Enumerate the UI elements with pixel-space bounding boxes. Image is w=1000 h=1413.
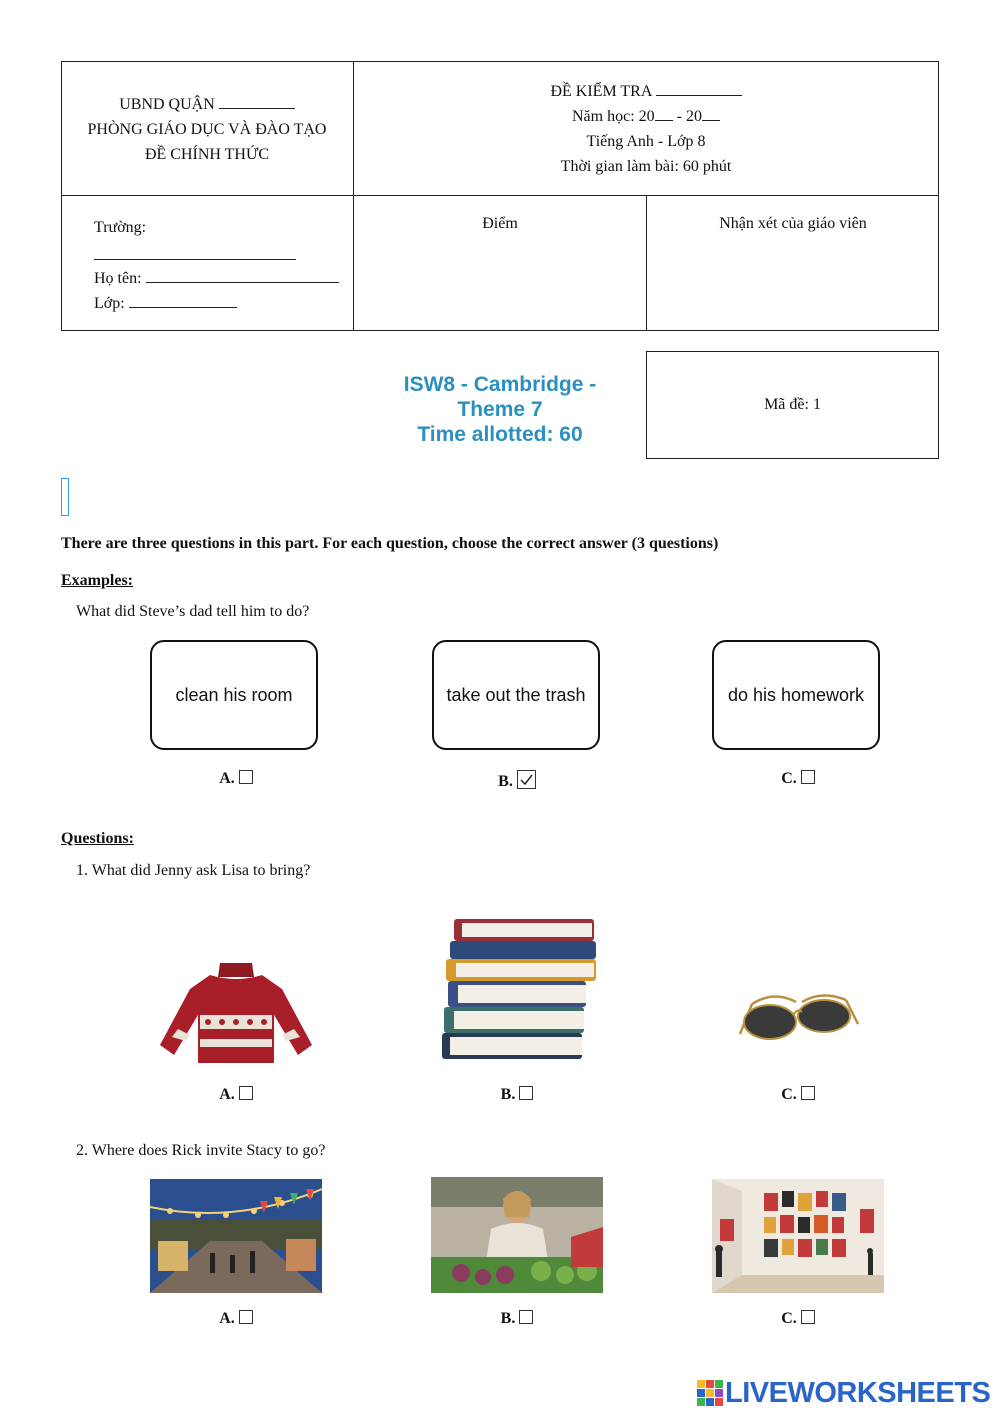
picture-art-gallery [712, 1179, 884, 1293]
example-question: What did Steve’s dad tell him to do? [76, 603, 310, 620]
school-label: Trường: [94, 219, 147, 236]
exam-info-block [354, 79, 938, 179]
exam-title: ĐỀ KIỂM TRA [550, 83, 652, 100]
liveworksheets-logo[interactable] [697, 1378, 990, 1408]
class-label: Lớp: [94, 295, 125, 312]
option-letter: A. [219, 1086, 235, 1103]
checkbox[interactable] [519, 1086, 533, 1100]
divider [61, 195, 939, 196]
checkbox[interactable] [801, 1310, 815, 1324]
department-label: PHÒNG GIÁO DỤC VÀ ĐÀO TẠO [87, 121, 327, 138]
picture-books [432, 915, 604, 1073]
example-option-a[interactable] [206, 770, 266, 788]
brand-name: LIVEWORKSHEETS [725, 1376, 991, 1409]
subject-label: Tiếng Anh - Lớp 8 [586, 133, 706, 150]
title-line-3: Time allotted: 60 [417, 423, 583, 446]
option-letter: C. [781, 1310, 797, 1327]
question-2-text: 2. Where does Rick invite Stacy to go? [76, 1142, 326, 1159]
score-label: Điểm [482, 215, 518, 232]
liveworksheets-cube-icon [697, 1380, 723, 1406]
example-option-c[interactable] [768, 770, 828, 788]
option-letter: B. [498, 773, 513, 790]
option-letter: A. [219, 770, 235, 787]
questions-heading: Questions: [61, 830, 134, 847]
checkbox[interactable] [519, 1310, 533, 1324]
name-row [94, 266, 339, 291]
worksheet-title [360, 372, 640, 447]
picture-night-market [150, 1179, 322, 1293]
example-card-a: clean his room [150, 640, 318, 750]
official-label: ĐỀ CHÍNH THỨC [144, 146, 270, 163]
example-card-b: take out the trash [432, 640, 600, 750]
examples-heading: Examples: [61, 572, 133, 589]
school-field[interactable] [94, 259, 296, 260]
checkbox[interactable] [801, 1086, 815, 1100]
picture-sweater [150, 945, 322, 1073]
title-line-2: Theme 7 [457, 398, 543, 421]
name-field[interactable] [146, 266, 339, 283]
exam-code: Mã đề: 1 [764, 396, 821, 413]
name-label: Họ tên: [94, 270, 142, 287]
question-1-text: 1. What did Jenny ask Lisa to bring? [76, 862, 311, 879]
checkbox[interactable] [801, 770, 815, 784]
text-cursor-marker[interactable] [61, 478, 69, 516]
checkbox[interactable] [239, 770, 253, 784]
checkbox[interactable] [239, 1086, 253, 1100]
q2-option-c[interactable] [768, 1310, 828, 1328]
class-row [94, 291, 237, 316]
option-letter: B. [500, 1086, 516, 1103]
school-year: Năm học: 20 [572, 108, 655, 125]
option-letter: A. [219, 1310, 235, 1327]
picture-sunglasses [712, 960, 884, 1072]
q2-option-a[interactable] [206, 1310, 266, 1328]
exam-code-box [646, 351, 939, 459]
checkmark-icon [518, 771, 535, 788]
class-field[interactable] [129, 291, 237, 308]
q1-option-a[interactable] [206, 1086, 266, 1104]
checkbox-checked[interactable] [517, 770, 536, 789]
instruction-text: There are three questions in this part. For each question, choose the correct answer (3 questions) [61, 535, 719, 552]
q2-option-b[interactable] [487, 1310, 547, 1328]
option-letter: C. [781, 1086, 797, 1103]
example-option-b[interactable] [487, 770, 547, 791]
option-letter: B. [500, 1310, 516, 1327]
q1-option-c[interactable] [768, 1086, 828, 1104]
comment-label: Nhận xét của giáo viên [719, 215, 867, 232]
checkbox[interactable] [239, 1310, 253, 1324]
office-block [62, 92, 352, 167]
picture-food-market [431, 1177, 603, 1293]
example-card-c: do his homework [712, 640, 880, 750]
q1-option-b[interactable] [487, 1086, 547, 1104]
school-year-sep: - 20 [676, 108, 702, 125]
district-label: UBND QUẬN [119, 96, 215, 113]
option-letter: C. [781, 770, 797, 787]
title-line-1: ISW8 - Cambridge - [403, 373, 597, 396]
duration-label: Thời gian làm bài: 60 phút [560, 158, 732, 175]
